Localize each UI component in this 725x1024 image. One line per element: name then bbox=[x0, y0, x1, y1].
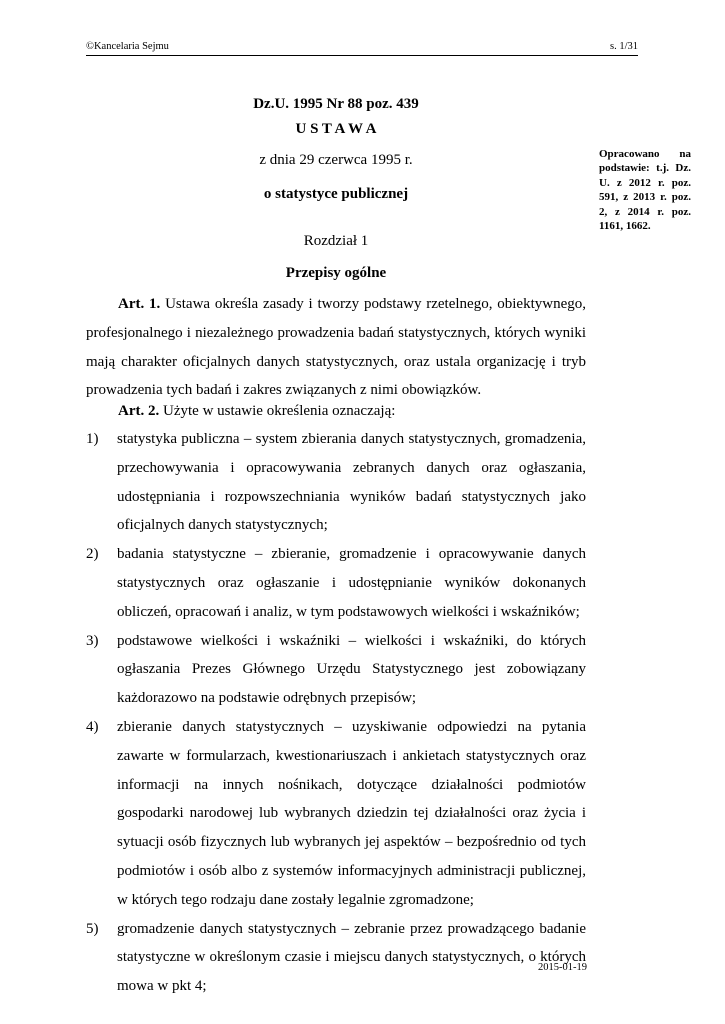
list-item-text: zbieranie danych statystycznych – uzyskiwanie odpowiedzi na pytania zawarte w formularzach, kwestionariuszach i ankietach statystycznych oraz informacji na innych nośnikach, dotyczące działalności podmiotów gospodarki narodowej lub wybranych dziedzin tej działalności oraz życia i sytuacji osób fizycznych lub wybranych jej aspektów – bezpośrednio od tych podmiotów i osób albo z systemów informacyjnych administracji publicznej, w których tego rodzaju dane zostały legalnie zgromadzone; bbox=[117, 718, 586, 908]
chapter-title: Przepisy ogólne bbox=[285, 265, 387, 281]
list-item bbox=[86, 627, 586, 713]
article-2-label: Art. 2. bbox=[118, 403, 160, 419]
list-item-text: podstawowe wielkości i wskaźniki – wielkości i wskaźniki, do których ogłaszania Prezes Głównego Urzędu Statystycznego jest zobowiązany każdorazowo na podstawie odrębnych przepisów; bbox=[117, 632, 586, 707]
footer-date: 2015-01-19 bbox=[538, 962, 587, 973]
article-2-intro-text: Użyte w ustawie określenia oznaczają: bbox=[159, 403, 396, 419]
list-item bbox=[86, 425, 586, 540]
article-1-text: Ustawa określa zasady i tworzy podstawy rzetelnego, obiektywnego, profesjonalnego i niezależnego prowadzenia badań statystycznych, których wyniki mają charakter oficjalnych danych statystycznych, oraz ustala organizację i tryb prowadzenia tych badań i zakres związanych z nimi obowiązków. bbox=[86, 296, 586, 399]
page-number: s. 1/31 bbox=[609, 41, 638, 52]
act-date: z dnia 29 czerwca 1995 r. bbox=[259, 152, 413, 168]
journal-reference: Dz.U. 1995 Nr 88 poz. 439 bbox=[253, 96, 419, 112]
list-item bbox=[86, 540, 586, 626]
article-2-intro bbox=[86, 397, 586, 426]
list-item bbox=[86, 713, 586, 915]
list-item-text: statystyka publiczna – system zbierania danych statystycznych, gromadzenia, przechowywania i opracowywania zebranych danych oraz ogłaszania, udostępniania i rozpowszechniania wyników badań statystycznych jako oficjalnych danych statystycznych; bbox=[117, 431, 586, 534]
list-item-number: 4) bbox=[86, 718, 99, 735]
chapter-number: Rozdział 1 bbox=[303, 233, 369, 249]
definitions-list bbox=[86, 425, 586, 1001]
article-1 bbox=[86, 290, 586, 405]
list-item-text: gromadzenie danych statystycznych – zebranie przez prowadzącego badanie statystyczne w określonym czasie i miejscu danych statystycznych, o których mowa w pkt 4; bbox=[117, 920, 586, 995]
list-item bbox=[86, 915, 586, 1001]
list-item-number: 2) bbox=[86, 546, 99, 563]
publisher-label: ©Kancelaria Sejmu bbox=[86, 41, 169, 52]
page-header bbox=[86, 41, 638, 56]
article-1-label: Art. 1. bbox=[118, 296, 161, 312]
list-item-number: 5) bbox=[86, 920, 99, 937]
list-item-text: badania statystyczne – zbieranie, gromadzenie i opracowywanie danych statystycznych oraz ogłaszanie i udostępnianie wyników dokonanych obliczeń, opracowań i analiz, w tym podstawowych wielkości i wskaźników; bbox=[117, 546, 586, 620]
source-note: Opracowano na podstawie: t.j. Dz. U. z 2012 r. poz. 591, z 2013 r. poz. 2, z 2014 r. poz. 1161, 1662. bbox=[599, 148, 691, 233]
act-type: U S T A W A bbox=[295, 121, 377, 137]
act-title: o statystyce publicznej bbox=[263, 186, 409, 202]
list-item-number: 1) bbox=[86, 431, 99, 447]
list-item-number: 3) bbox=[86, 632, 99, 649]
